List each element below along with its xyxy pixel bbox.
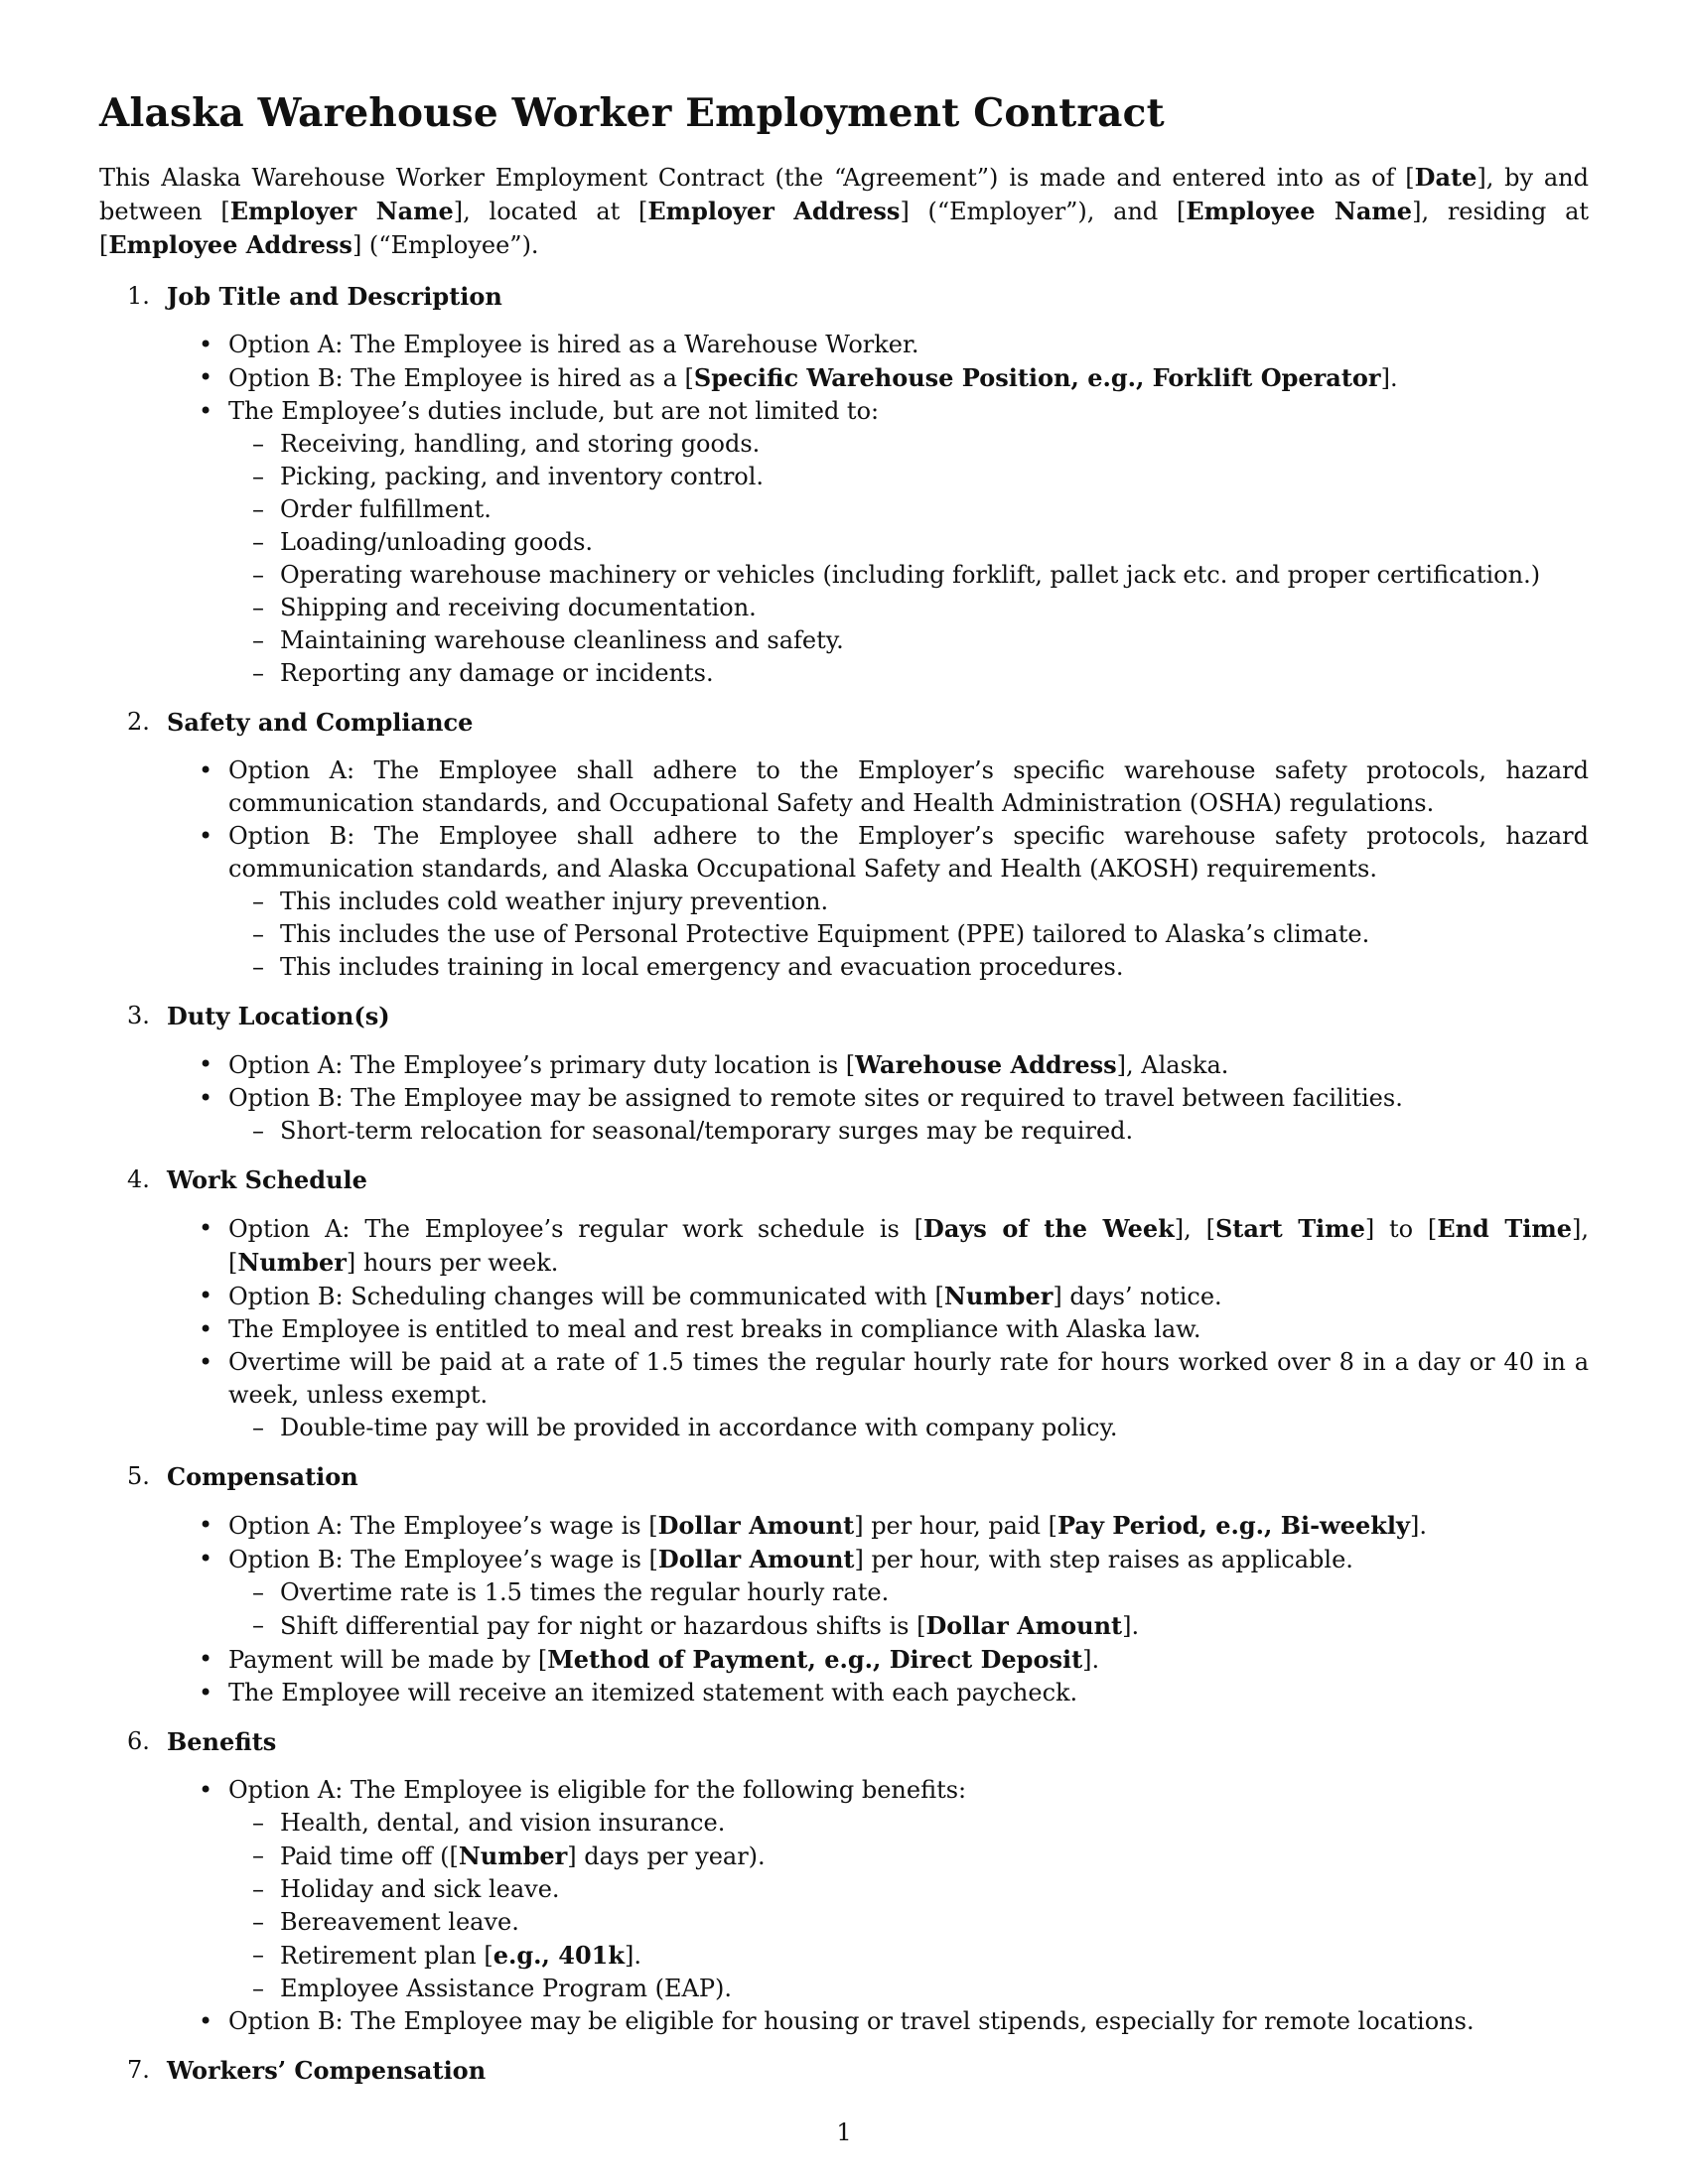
dash-icon: – bbox=[252, 1611, 264, 1639]
sub-list-item: – This includes training in local emergency and evacuation procedures. bbox=[228, 951, 1589, 984]
section-duty-location bbox=[99, 1000, 1589, 1148]
dash-icon: – bbox=[252, 594, 264, 621]
list-item: • Option B: The Employee is hired as a [Specific Warehouse Position, e.g., Forklift Operator]. bbox=[199, 363, 1398, 392]
intro-paragraph: This Alaska Warehouse Worker Employment Contract (the “Agreement”) is made and entered into as of [Date], by and between [Employer Name], located at [Employer Address] (“Employer”), and [Employee Name], residing at [Employee Address] (“Employee”). bbox=[99, 163, 1590, 259]
bullet-icon: • bbox=[199, 2007, 213, 2035]
sub-list-item: – Maintaining warehouse cleanliness and safety. bbox=[228, 624, 1589, 657]
bullet-icon: • bbox=[199, 331, 213, 358]
placeholder-warehouse-address: Warehouse Address bbox=[855, 1050, 1117, 1079]
dash-icon: – bbox=[252, 887, 264, 915]
list-item: • Option A: The Employee shall adhere to the Employer’s specific warehouse safety protocols, hazard communication standards, and Occupational Safety and Health Administration (OSHA) regulations. bbox=[199, 756, 1589, 817]
bullet-icon: • bbox=[199, 1645, 213, 1673]
sub-list-item: – Order fulfillment. bbox=[228, 493, 1589, 526]
placeholder-pay-period: Pay Period, e.g., Bi-weekly bbox=[1057, 1511, 1410, 1540]
placeholder-dollar-amount: Dollar Amount bbox=[925, 1611, 1123, 1640]
sub-list-item: – Shift differential pay for night or hazardous shifts is [Dollar Amount]. bbox=[252, 1611, 1140, 1640]
section-title: Safety and Compliance bbox=[167, 708, 474, 737]
section-items bbox=[167, 1509, 1589, 1709]
dash-icon: – bbox=[252, 561, 264, 589]
bullet-icon: • bbox=[199, 1348, 213, 1376]
dash-icon: – bbox=[252, 495, 264, 523]
list-item: • Option B: The Employee may be eligible for housing or travel stipends, especially for remote locations. bbox=[167, 2005, 1589, 2038]
section-items bbox=[167, 329, 1589, 690]
section-title: Compensation bbox=[167, 1462, 358, 1491]
dash-icon: – bbox=[252, 1414, 264, 1441]
section-compensation bbox=[99, 1460, 1589, 1709]
sub-list-item: – Holiday and sick leave. bbox=[228, 1873, 1589, 1906]
sub-list-item: – This includes the use of Personal Protective Equipment (PPE) tailored to Alaska’s climate. bbox=[228, 918, 1589, 951]
section-benefits bbox=[99, 1725, 1589, 2038]
dash-icon: – bbox=[252, 1578, 264, 1606]
section-number: 5. bbox=[127, 1462, 150, 1490]
sub-list-item: – Paid time off ([Number] days per year). bbox=[252, 1842, 766, 1870]
placeholder-position: Specific Warehouse Position, e.g., Forklift Operator bbox=[693, 363, 1381, 392]
bullet-icon: • bbox=[199, 1511, 213, 1539]
sub-list-item: – Retirement plan [e.g., 401k]. bbox=[252, 1941, 641, 1970]
sub-list-item: – Reporting any damage or incidents. bbox=[228, 657, 1589, 690]
list-item: • Option A: The Employee’s regular work schedule is [Days of the Week], [Start Time] to [End Time], [Number] hours per week. bbox=[199, 1214, 1590, 1277]
sub-list-item: – Shipping and receiving documentation. bbox=[228, 592, 1589, 624]
bullet-icon: • bbox=[199, 1545, 213, 1572]
section-number: 4. bbox=[127, 1165, 150, 1193]
placeholder-number: Number bbox=[458, 1842, 568, 1870]
section-title: Work Schedule bbox=[167, 1165, 367, 1194]
section-items bbox=[167, 1774, 1589, 2038]
placeholder-start-time: Start Time bbox=[1214, 1214, 1365, 1243]
dash-icon: – bbox=[252, 659, 264, 687]
bullet-icon: • bbox=[199, 822, 213, 850]
placeholder-date: Date bbox=[1414, 163, 1477, 192]
document-page bbox=[99, 87, 1589, 2103]
section-title: Duty Location(s) bbox=[167, 1002, 390, 1030]
section-number: 1. bbox=[127, 282, 150, 310]
placeholder-end-time: End Time bbox=[1437, 1214, 1573, 1243]
bullet-icon: • bbox=[199, 1084, 213, 1112]
placeholder-employee-name: Employee Name bbox=[1186, 197, 1413, 225]
sub-items bbox=[228, 886, 1589, 984]
dash-icon: – bbox=[252, 1875, 264, 1903]
bullet-icon: • bbox=[199, 1315, 213, 1343]
section-items bbox=[167, 1048, 1589, 1148]
placeholder-dollar-amount: Dollar Amount bbox=[657, 1545, 855, 1573]
sub-list-item: – Overtime rate is 1.5 times the regular hourly rate. bbox=[228, 1576, 1589, 1609]
placeholder-employer-name: Employer Name bbox=[229, 197, 454, 225]
bullet-icon: • bbox=[199, 1050, 213, 1078]
sub-list-item: – Bereavement leave. bbox=[228, 1906, 1589, 1939]
section-number: 7. bbox=[127, 2056, 150, 2084]
bullet-icon: • bbox=[199, 363, 213, 391]
document-title: Alaska Warehouse Worker Employment Contract bbox=[99, 90, 1165, 136]
sub-items bbox=[228, 1412, 1589, 1444]
list-item: • Option B: The Employee may be assigned to remote sites or required to travel between facilities. – Short-term relocation for seasonal/temporary surges may be required. bbox=[167, 1082, 1589, 1148]
dash-icon: – bbox=[252, 953, 264, 981]
bullet-icon: • bbox=[199, 397, 213, 425]
sub-list-item: – Short-term relocation for seasonal/temporary surges may be required. bbox=[228, 1115, 1589, 1148]
section-number: 3. bbox=[127, 1002, 150, 1029]
placeholder-number: Number bbox=[237, 1248, 347, 1277]
placeholder-payment-method: Method of Payment, e.g., Direct Deposit bbox=[547, 1645, 1083, 1674]
list-item: • Option A: The Employee’s primary duty location is [Warehouse Address], Alaska. bbox=[199, 1050, 1229, 1079]
sub-list-item: – Employee Assistance Program (EAP). bbox=[228, 1973, 1589, 2005]
list-item: • The Employee will receive an itemized statement with each paycheck. bbox=[167, 1677, 1589, 1709]
section-items bbox=[167, 1212, 1589, 1444]
sections-list bbox=[99, 280, 1589, 2087]
section-work-schedule bbox=[99, 1163, 1589, 1444]
section-workers-compensation bbox=[99, 2054, 1589, 2087]
dash-icon: – bbox=[252, 1809, 264, 1837]
placeholder-dollar-amount: Dollar Amount bbox=[657, 1511, 855, 1540]
list-item: • Option B: The Employee shall adhere to the Employer’s specific warehouse safety protocols, hazard communication standards, and Alaska Occupational Safety and Health (AKOSH) requirements. – This includes cold weather injury prevention. – This includes the use of Personal Protective Equipment (PPE) tailored to Alaska’s climate. – This includes training in local emergency and evacuation procedures. bbox=[167, 820, 1589, 984]
sub-list-item: – Receiving, handling, and storing goods. bbox=[228, 428, 1589, 461]
section-number: 2. bbox=[127, 708, 150, 736]
section-title: Benefits bbox=[167, 1727, 277, 1756]
placeholder-retirement-plan: e.g., 401k bbox=[492, 1941, 625, 1970]
placeholder-employee-address: Employee Address bbox=[108, 230, 352, 259]
placeholder-employer-address: Employer Address bbox=[647, 197, 901, 225]
sub-list-item: – Health, dental, and vision insurance. bbox=[228, 1807, 1589, 1840]
dash-icon: – bbox=[252, 626, 264, 654]
list-item: • Option A: The Employee is hired as a Warehouse Worker. bbox=[167, 329, 1589, 361]
dash-icon: – bbox=[252, 463, 264, 490]
sub-list-item: – Loading/unloading goods. bbox=[228, 526, 1589, 559]
sub-list-item: – Double-time pay will be provided in accordance with company policy. bbox=[228, 1412, 1589, 1444]
bullet-icon: • bbox=[199, 1282, 213, 1309]
list-item: • The Employee’s duties include, but are not limited to: – Receiving, handling, and storing goods. – Picking, packing, and inventory control. – Order fulfillment. – Loading/unloading goods. – Operating warehouse machinery or vehicles (including forklift, pallet jack etc. and proper certification.) – Shipping and receiving documentation. – Maintaining warehouse cleanliness and safety. – Reporting any damage or incidents. bbox=[167, 395, 1589, 690]
section-number: 6. bbox=[127, 1727, 150, 1755]
bullet-icon: • bbox=[199, 1214, 213, 1242]
dash-icon: – bbox=[252, 430, 264, 458]
page-number: 1 bbox=[836, 2118, 852, 2146]
section-safety bbox=[99, 706, 1589, 984]
sub-list-item: – This includes cold weather injury prevention. bbox=[228, 886, 1589, 918]
sub-items bbox=[228, 428, 1589, 690]
sub-items bbox=[228, 1115, 1589, 1148]
bullet-icon: • bbox=[199, 1679, 213, 1706]
list-item: • Option A: The Employee’s wage is [Dollar Amount] per hour, paid [Pay Period, e.g., Bi-weekly]. bbox=[199, 1511, 1427, 1540]
dash-icon: – bbox=[252, 1842, 264, 1869]
dash-icon: – bbox=[252, 1117, 264, 1145]
sub-list-item: – Picking, packing, and inventory control. bbox=[228, 461, 1589, 493]
section-job-title bbox=[99, 280, 1589, 690]
list-item: • Payment will be made by [Method of Payment, e.g., Direct Deposit]. bbox=[199, 1645, 1100, 1674]
list-item: • The Employee is entitled to meal and rest breaks in compliance with Alaska law. bbox=[167, 1313, 1589, 1346]
sub-list-item: – Operating warehouse machinery or vehicles (including forklift, pallet jack etc. and proper certification.) bbox=[228, 559, 1589, 592]
sub-items bbox=[228, 1807, 1589, 2005]
list-item: • Option B: Scheduling changes will be communicated with [Number] days’ notice. bbox=[199, 1282, 1222, 1310]
section-items bbox=[167, 754, 1589, 984]
list-item: • Option A: The Employee is eligible for the following benefits: – Health, dental, and vision insurance. – Paid time off ([Number] days per year). – Holiday and sick leave. – Bereavement leave. – Retirement plan [e.g., 401k]. – Employee Assistance Program (EAP). bbox=[167, 1774, 1589, 2005]
dash-icon: – bbox=[252, 1941, 264, 1969]
dash-icon: – bbox=[252, 1908, 264, 1936]
placeholder-days: Days of the Week bbox=[923, 1214, 1175, 1243]
placeholder-number: Number bbox=[943, 1282, 1054, 1310]
list-item: • Option B: The Employee’s wage is [Dollar Amount] per hour, with step raises as applicable. – Overtime rate is 1.5 times the regular hourly rate. – Shift differential pay for night or hazardous shifts is [Dollar Amount]. bbox=[167, 1543, 1589, 1643]
dash-icon: – bbox=[252, 1975, 264, 2002]
bullet-icon: • bbox=[199, 756, 213, 784]
section-title: Workers’ Compensation bbox=[167, 2056, 487, 2085]
bullet-icon: • bbox=[199, 1776, 213, 1804]
dash-icon: – bbox=[252, 528, 264, 556]
dash-icon: – bbox=[252, 920, 264, 948]
list-item: • Overtime will be paid at a rate of 1.5 times the regular hourly rate for hours worked over 8 in a day or 40 in a week, unless exempt. – Double-time pay will be provided in accordance with company policy. bbox=[167, 1346, 1589, 1444]
sub-items bbox=[228, 1576, 1589, 1643]
section-title: Job Title and Description bbox=[167, 282, 502, 311]
